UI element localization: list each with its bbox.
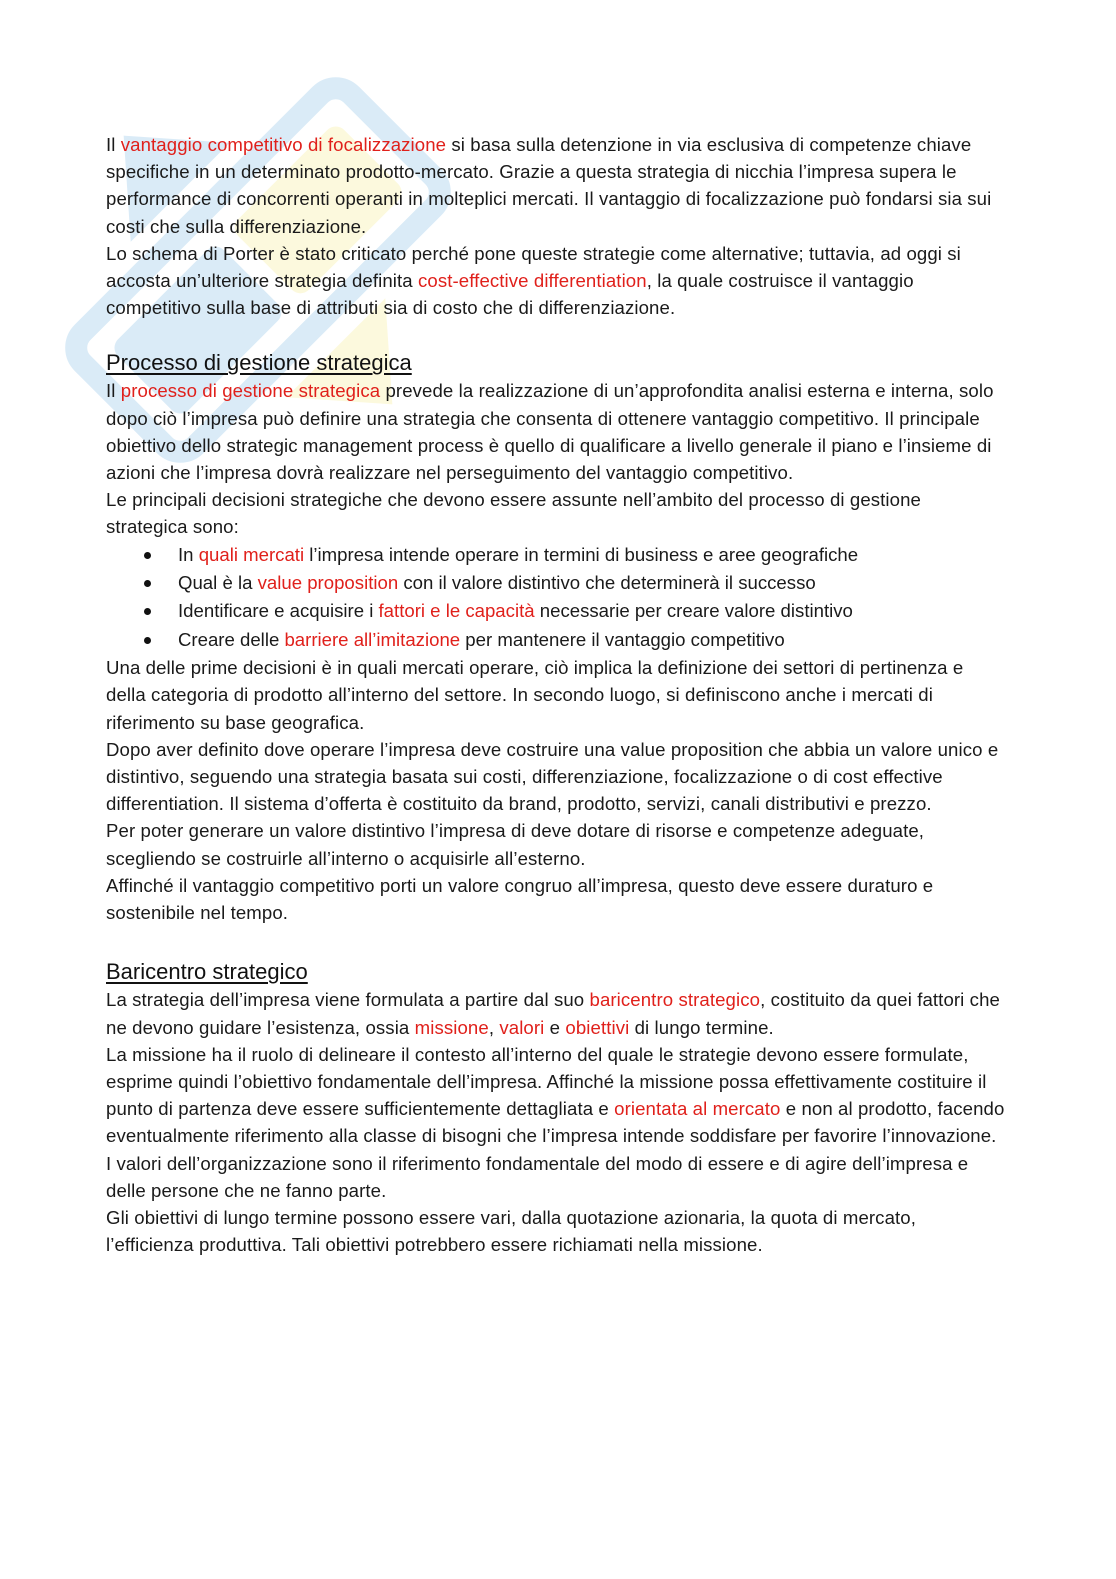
list-item <box>106 541 1006 569</box>
section2-paragraph-2 <box>106 1041 1006 1150</box>
section1-paragraph-3: Una delle prime decisioni è in quali mercati operare, ciò implica la definizione dei settori di pertinenza e della categoria di prodotto all’interno del settore. In secondo luogo, si definiscono anche i mercati di riferimento su base geografica. <box>106 657 964 733</box>
highlight-term: value proposition <box>257 572 399 594</box>
intro-paragraph-1 <box>106 131 1006 240</box>
section1-paragraph-1 <box>106 377 1006 486</box>
list-item <box>106 626 1006 654</box>
text-run: per mantenere il vantaggio competitivo <box>460 628 785 650</box>
section2-paragraph-3: I valori dell’organizzazione sono il riferimento fondamentale del modo di essere e di agire dell’impresa e delle persone che ne fanno parte. <box>106 1152 969 1201</box>
text-run: si basa sulla detenzione in via esclusiva di competenze chiave specifiche in un determinato prodotto-mercato. Grazie a questa strategia di nicchia l’impresa supera le performance di concorrenti operanti in molteplici mercati. Il vantaggio di focalizzazione può fondarsi sia sui costi che sulla differenziazione. <box>106 134 992 237</box>
text-run: Il <box>106 380 121 402</box>
intro-paragraph-2 <box>106 240 1006 322</box>
highlight-term: quali mercati <box>198 543 305 565</box>
text-run: Il <box>106 134 121 155</box>
section1-paragraph-4: Dopo aver definito dove operare l’impresa deve costruire una value proposition che abbia un valore unico e distintivo, seguendo una strategia basata sui costi, differenziazione, focalizzazione o di cost effective differentiation. Il sistema d’offerta è costituito da brand, prodotto, servizi, canali distributivi e prezzo. <box>106 738 999 815</box>
highlight-term: vantaggio competitivo di focalizzazione <box>120 134 447 155</box>
text-run: In <box>178 543 199 565</box>
highlight-term: cost-effective differentiation <box>418 270 647 292</box>
text-run: con il valore distintivo che determinerà il successo <box>398 572 816 594</box>
highlight-term: fattori e le capacità <box>378 600 535 622</box>
text-run: Creare delle <box>178 628 285 650</box>
highlight-term: baricentro strategico <box>589 989 761 1011</box>
text-run: e non al prodotto, facendo eventualmente riferimento alla classe di bisogni che l’impresa intende soddisfare per favorire l’innovazione. <box>106 1098 1005 1147</box>
highlight-term: orientata al mercato <box>614 1098 781 1120</box>
text-run: La strategia dell’impresa viene formulata a partire dal suo <box>106 989 590 1011</box>
text-run: prevede la realizzazione di un’approfondita analisi esterna e interna, solo dopo ciò l’impresa può definire una strategia che consenta di ottenere vantaggio competitivo. Il principale obiettivo dello strategic management process è quello di qualificare a livello generale il piano e l’insieme di azioni che l’impresa dovrà realizzare nel perseguimento del vantaggio competitivo. <box>106 380 994 484</box>
section2-paragraph-4: Gli obiettivi di lungo termine possono essere vari, dalla quotazione azionaria, la quota di mercato, l’efficienza produttiva. Tali obiettivi potrebbero essere richiamati nella missione. <box>106 1206 916 1256</box>
text-run: Identificare e acquisire i <box>178 600 379 622</box>
text-run: Lo schema di Porter è stato criticato perché pone queste strategie come alternative; tuttavia, ad oggi si accosta un’ulteriore strategia definita <box>106 242 961 292</box>
text-run: necessarie per creare valore distintivo <box>534 600 853 622</box>
strategic-decisions-list <box>106 541 1006 655</box>
highlight-term: barriere all’imitazione <box>284 628 461 650</box>
text-run: l’impresa intende operare in termini di business e aree geografiche <box>304 543 859 565</box>
section1-paragraph-5: Per poter generare un valore distintivo l’impresa di deve dotare di risorse e competenze adeguate, scegliendo se costruirle all’interno o acquisirle all’esterno. <box>106 820 925 869</box>
highlight-term: obiettivi <box>565 1016 630 1038</box>
text-run: , <box>488 1016 500 1038</box>
highlight-term: valori <box>499 1016 545 1038</box>
section1-paragraph-6: Affinché il vantaggio competitivo porti un valore congruo all’impresa, questo deve essere duraturo e sostenibile nel tempo. <box>106 874 934 924</box>
highlight-term: missione <box>414 1016 489 1038</box>
text-run: di lungo termine. <box>629 1016 774 1038</box>
text-run: , costituito da quei fattori che ne devono guidare l’esistenza, ossia <box>106 989 1000 1038</box>
section2-paragraph-1 <box>106 986 1006 1040</box>
section-heading-baricentro: Baricentro strategico <box>106 959 308 985</box>
section1-paragraph-2: Le principali decisioni strategiche che devono essere assunte nell’ambito del processo di gestione strategica sono: <box>106 489 921 538</box>
list-item <box>106 569 1006 597</box>
document-page <box>106 131 1006 1258</box>
highlight-term: processo di gestione strategica <box>120 380 381 402</box>
section-heading-processo: Processo di gestione strategica <box>106 350 412 376</box>
text-run: Qual è la <box>178 572 258 594</box>
text-run: , la quale costruisce il vantaggio competitivo sulla base di attributi sia di costo che di differenziazione. <box>106 270 914 319</box>
text-run: e <box>544 1016 566 1038</box>
text-run: La missione ha il ruolo di delineare il contesto all’interno del quale le strategie devono essere formulate, esprime quindi l’obiettivo fondamentale dell’impresa. Affinché la missione possa effettivamente costituire il punto di partenza deve essere sufficientemente dettagliata e <box>106 1043 987 1120</box>
list-item <box>106 597 1006 625</box>
